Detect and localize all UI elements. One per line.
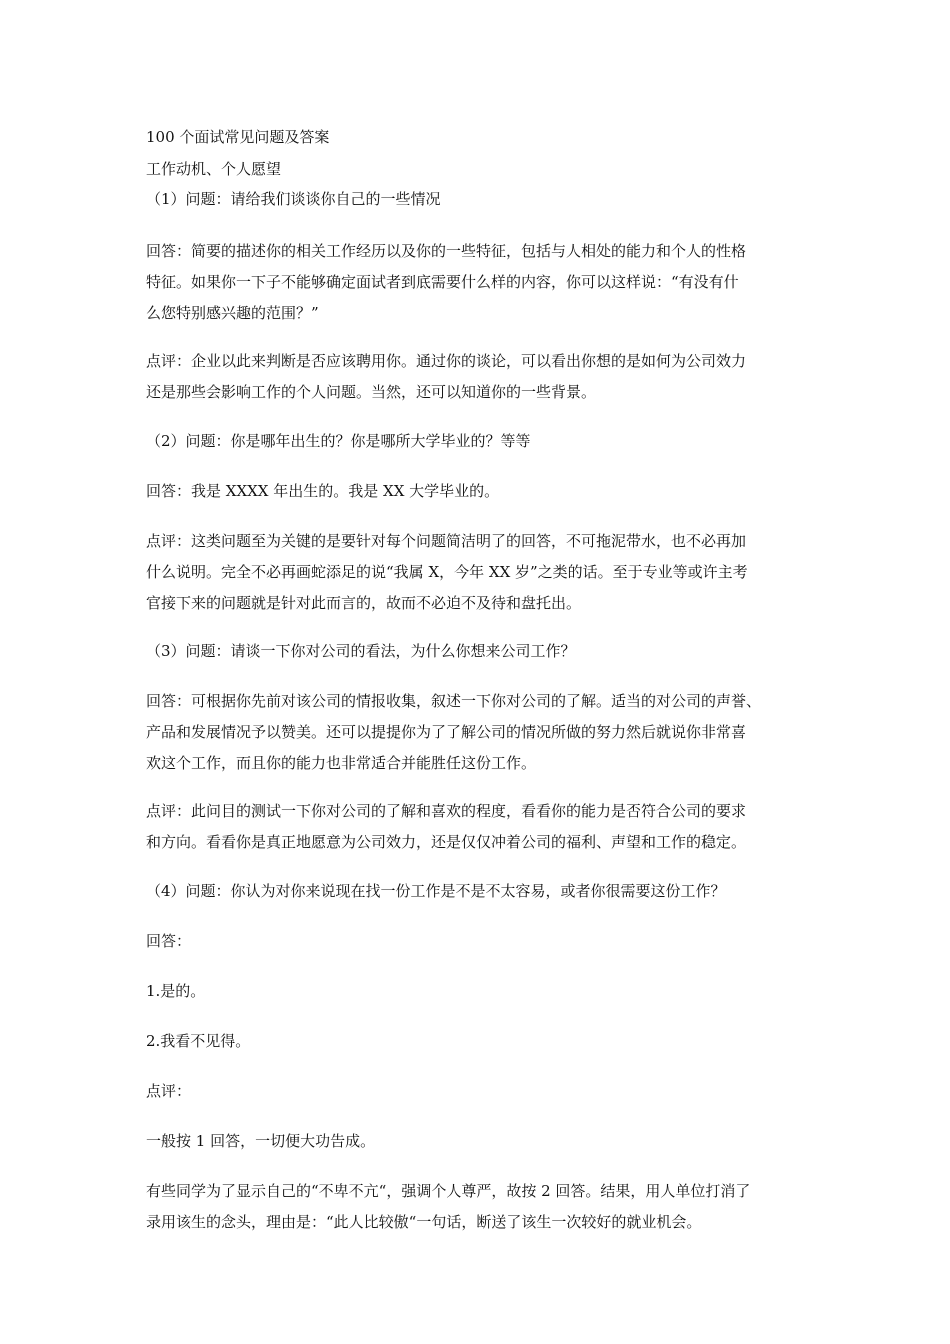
question-3: （3）问题：请谈一下你对公司的看法，为什么你想来公司工作？ [146, 642, 576, 660]
comment-1-line-2: 还是那些会影响工作的个人问题。当然，还可以知道你的一些背景。 [146, 383, 597, 401]
answer-1-line-1: 回答：简要的描述你的相关工作经历以及你的一些特征，包括与人相处的能力和个人的性格 [146, 242, 747, 260]
section-heading: 工作动机、个人愿望 [146, 160, 282, 178]
answer-1-line-2: 特征。如果你一下子不能够确定面试者到底需要什么样的内容，你可以这样说：“有没有什 [146, 273, 739, 291]
answer-2: 回答：我是 XXXX 年出生的。我是 XX 大学毕业的。 [146, 482, 500, 500]
comment-4-label: 点评： [146, 1082, 192, 1100]
question-2: （2）问题：你是哪年出生的？你是哪所大学毕业的？等等 [146, 432, 531, 450]
answer-1-line-3: 么您特别感兴趣的范围？” [146, 304, 319, 322]
comment-2-line-3: 官接下来的问题就是针对此而言的，故而不必迫不及待和盘托出。 [146, 594, 582, 612]
answer-3-line-3: 欢这个工作，而且你的能力也非常适合并能胜任这份工作。 [146, 754, 537, 772]
comment-2-line-1: 点评：这类问题至为关键的是要针对每个问题简洁明了的回答，不可拖泥带水，也不必再加 [146, 532, 747, 550]
comment-1-line-1: 点评：企业以此来判断是否应该聘用你。通过你的谈论，可以看出你想的是如何为公司效力 [146, 352, 747, 370]
comment-3-line-2: 和方向。看看你是真正地愿意为公司效力，还是仅仅冲着公司的福利、声望和工作的稳定。 [146, 833, 747, 851]
comment-4-line-2: 有些同学为了显示自己的“不卑不亢“，强调个人尊严，故按 2 回答。结果，用人单位打消了 [146, 1182, 751, 1200]
question-1: （1）问题：请给我们谈谈你自己的一些情况 [146, 190, 441, 208]
answer-4-option-1: 1.是的。 [146, 982, 206, 1000]
answer-3-line-2: 产品和发展情况予以赞美。还可以提提你为了了解公司的情况所做的努力然后就说你非常喜 [146, 723, 747, 741]
comment-4-line-1: 一般按 1 回答，一切便大功告成。 [146, 1132, 376, 1150]
document-title: 100 个面试常见问题及答案 [146, 128, 330, 146]
answer-4-label: 回答： [146, 932, 192, 950]
question-4: （4）问题：你认为对你来说现在找一份工作是不是不太容易，或者你很需要这份工作？ [146, 882, 726, 900]
answer-3-line-1: 回答：可根据你先前对该公司的情报收集，叙述一下你对公司的了解。适当的对公司的声誉、 [146, 692, 762, 710]
answer-4-option-2: 2.我看不见得。 [146, 1032, 251, 1050]
comment-3-line-1: 点评：此问目的测试一下你对公司的了解和喜欢的程度，看看你的能力是否符合公司的要求 [146, 802, 747, 820]
comment-4-line-3: 录用该生的念头，理由是：“此人比较傲“一句话，断送了该生一次较好的就业机会。 [146, 1213, 702, 1231]
comment-2-line-2: 什么说明。完全不必再画蛇添足的说“我属 X，今年 XX 岁”之类的话。至于专业等或许主考 [146, 563, 748, 581]
